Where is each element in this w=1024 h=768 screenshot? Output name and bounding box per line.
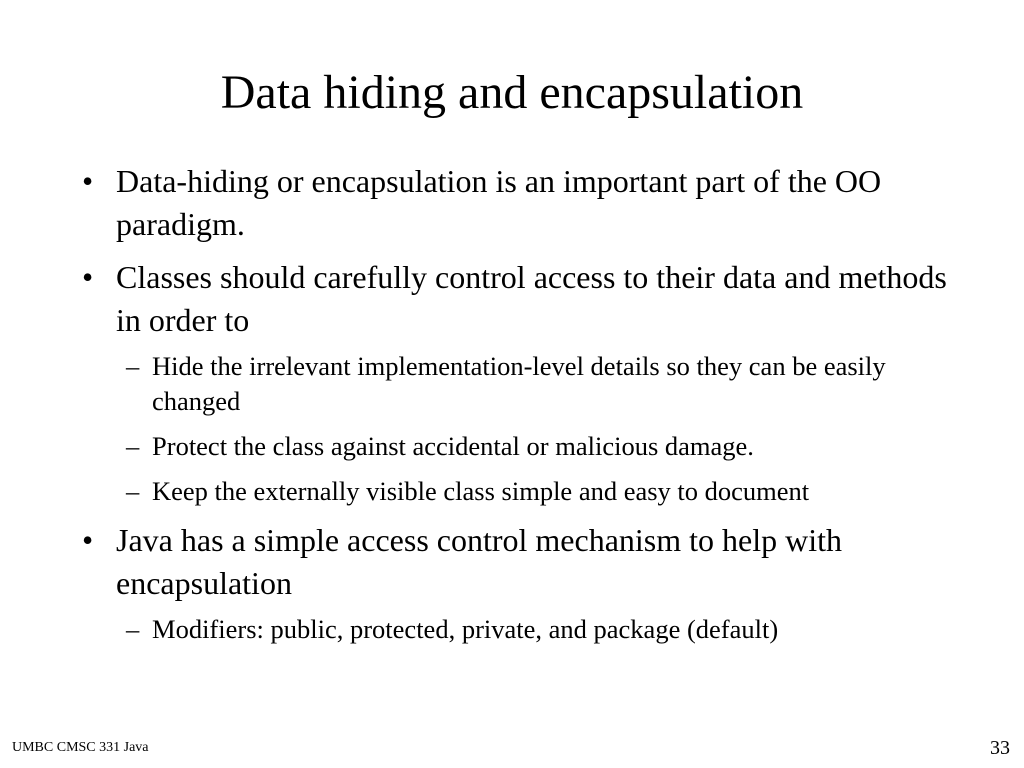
bullet-item (82, 256, 962, 342)
bullet-text: Data-hiding or encapsulation is an important part of the OO paradigm. (116, 163, 882, 242)
dash-marker: – (126, 614, 140, 644)
sub-item (126, 349, 962, 419)
sub-item (126, 612, 962, 647)
sub-item (126, 429, 962, 464)
bullet-text: Java has a simple access control mechanism to help with encapsulation (116, 522, 843, 601)
page-number: 33 (990, 737, 1010, 759)
slide-content (82, 160, 962, 657)
dash-marker: – (126, 476, 140, 506)
dash-marker: – (126, 431, 140, 461)
sub-item-text: Keep the externally visible class simple and easy to document (152, 476, 810, 506)
sub-item-text: Modifiers: public, protected, private, and package (default) (152, 614, 779, 644)
slide-title: Data hiding and encapsulation (220, 66, 804, 119)
bullet-marker: • (82, 163, 94, 199)
dash-marker: – (126, 351, 140, 381)
footer-course-label: UMBC CMSC 331 Java (12, 740, 149, 755)
bullet-item (82, 160, 962, 246)
sub-list (82, 349, 962, 509)
bullet-marker: • (82, 259, 94, 295)
sub-item-text: Hide the irrelevant implementation-level details so they can be easily changed (152, 351, 886, 416)
bullet-item (82, 519, 962, 605)
sub-list (82, 612, 962, 647)
bullet-text: Classes should carefully control access to their data and methods in order to (116, 259, 947, 338)
sub-item-text: Protect the class against accidental or malicious damage. (152, 431, 754, 461)
sub-item (126, 474, 962, 509)
bullet-marker: • (82, 522, 94, 558)
